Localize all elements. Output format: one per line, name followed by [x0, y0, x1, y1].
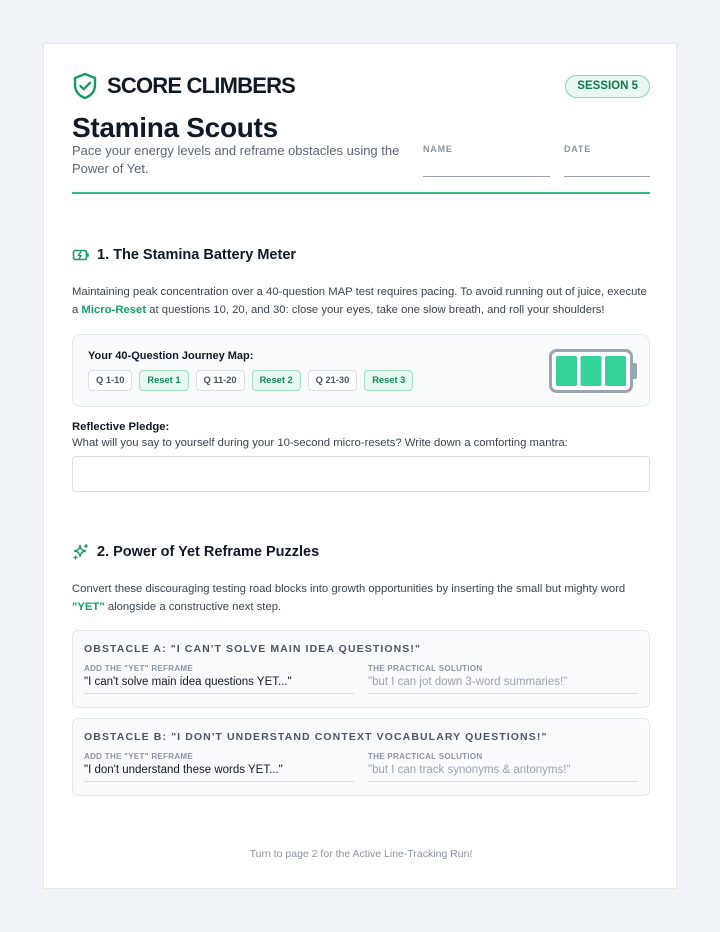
battery-cells [556, 356, 626, 386]
obstacle-title: OBSTACLE A: "I CAN'T SOLVE MAIN IDEA QUESTIONS!" [84, 643, 422, 655]
section-1-intro [72, 284, 650, 319]
date-field[interactable] [564, 176, 650, 177]
reframe-label: ADD THE "YET" REFRAME [84, 752, 193, 761]
date-label: DATE [564, 144, 592, 154]
journey-title: Your 40-Question Journey Map: [88, 350, 254, 362]
session-badge: SESSION 5 [565, 75, 650, 98]
battery-cell [581, 356, 602, 386]
section-2-heading [72, 542, 319, 562]
reframe-column [84, 664, 354, 694]
page-title: Stamina Scouts [72, 112, 278, 143]
pledge-question: What will you say to yourself during your 10-second micro-resets? Write down a comforting mantra: [72, 437, 568, 449]
intro-text: Convert these discouraging testing road blocks into growth opportunities by inserting the small but mighty word [72, 583, 626, 595]
solution-column [368, 752, 638, 782]
intro-text: Maintaining peak concentration over a 40-question MAP test requires pacing. To avoid running out of juice, execute a [72, 286, 647, 316]
intro-text-end: at questions 10, 20, and 30: close your eyes, take one slow breath, and roll your shoulders! [146, 303, 605, 316]
obstacle-card-a [72, 630, 650, 708]
yet-highlight: "YET" [72, 600, 105, 613]
section-1-title: 1. The Stamina Battery Meter [97, 247, 297, 263]
chip-reset-2: Reset 2 [252, 370, 301, 391]
page-subtitle: Pace your energy levels and reframe obstacles using the Power of Yet. [72, 143, 400, 176]
solution-label: THE PRACTICAL SOLUTION [368, 752, 483, 761]
reframe-field[interactable]: "I don't understand these words YET..." [84, 764, 354, 782]
intro-text-end: alongside a constructive next step. [104, 600, 282, 613]
name-label: NAME [423, 144, 453, 154]
chip-q21-30: Q 21-30 [308, 370, 358, 391]
battery-cell [605, 356, 626, 386]
solution-field[interactable]: "but I can jot down 3-word summaries!" [368, 676, 638, 694]
footer-note: Turn to page 2 for the Active Line-Tracking Run! [249, 848, 473, 860]
journey-map-card [72, 334, 650, 407]
solution-column [368, 664, 638, 694]
section-2-intro [72, 581, 650, 616]
battery-meter-icon [549, 349, 639, 393]
sparkles-icon [72, 543, 90, 561]
chip-q1-10: Q 1-10 [88, 370, 132, 391]
chip-q11-20: Q 11-20 [196, 370, 245, 391]
chip-reset-3: Reset 3 [364, 370, 413, 391]
brand-name: SCORE CLIMBERS [107, 73, 296, 98]
header-divider [72, 192, 650, 194]
reframe-label: ADD THE "YET" REFRAME [84, 664, 193, 673]
solution-field[interactable]: "but I can track synonyms & antonyms!" [368, 764, 638, 782]
battery-charging-icon [72, 246, 90, 264]
obstacle-card-b [72, 718, 650, 796]
section-2-title: 2. Power of Yet Reframe Puzzles [97, 544, 320, 560]
reframe-field[interactable]: "I can't solve main idea questions YET..." [84, 676, 354, 694]
pledge-label: Reflective Pledge: [72, 421, 170, 433]
chip-reset-1: Reset 1 [139, 370, 188, 391]
name-field[interactable] [423, 176, 550, 177]
micro-reset-highlight: Micro-Reset [81, 303, 147, 316]
obstacle-title: OBSTACLE B: "I DON'T UNDERSTAND CONTEXT VOCABULARY QUESTIONS!" [84, 731, 548, 743]
shield-check-icon [72, 72, 98, 100]
worksheet-page [43, 43, 677, 889]
section-1-heading [72, 245, 296, 265]
journey-chips [88, 370, 420, 391]
battery-cell [556, 356, 577, 386]
reframe-column [84, 752, 354, 782]
mantra-input[interactable] [72, 456, 650, 492]
solution-label: THE PRACTICAL SOLUTION [368, 664, 483, 673]
brand-header [72, 72, 295, 100]
